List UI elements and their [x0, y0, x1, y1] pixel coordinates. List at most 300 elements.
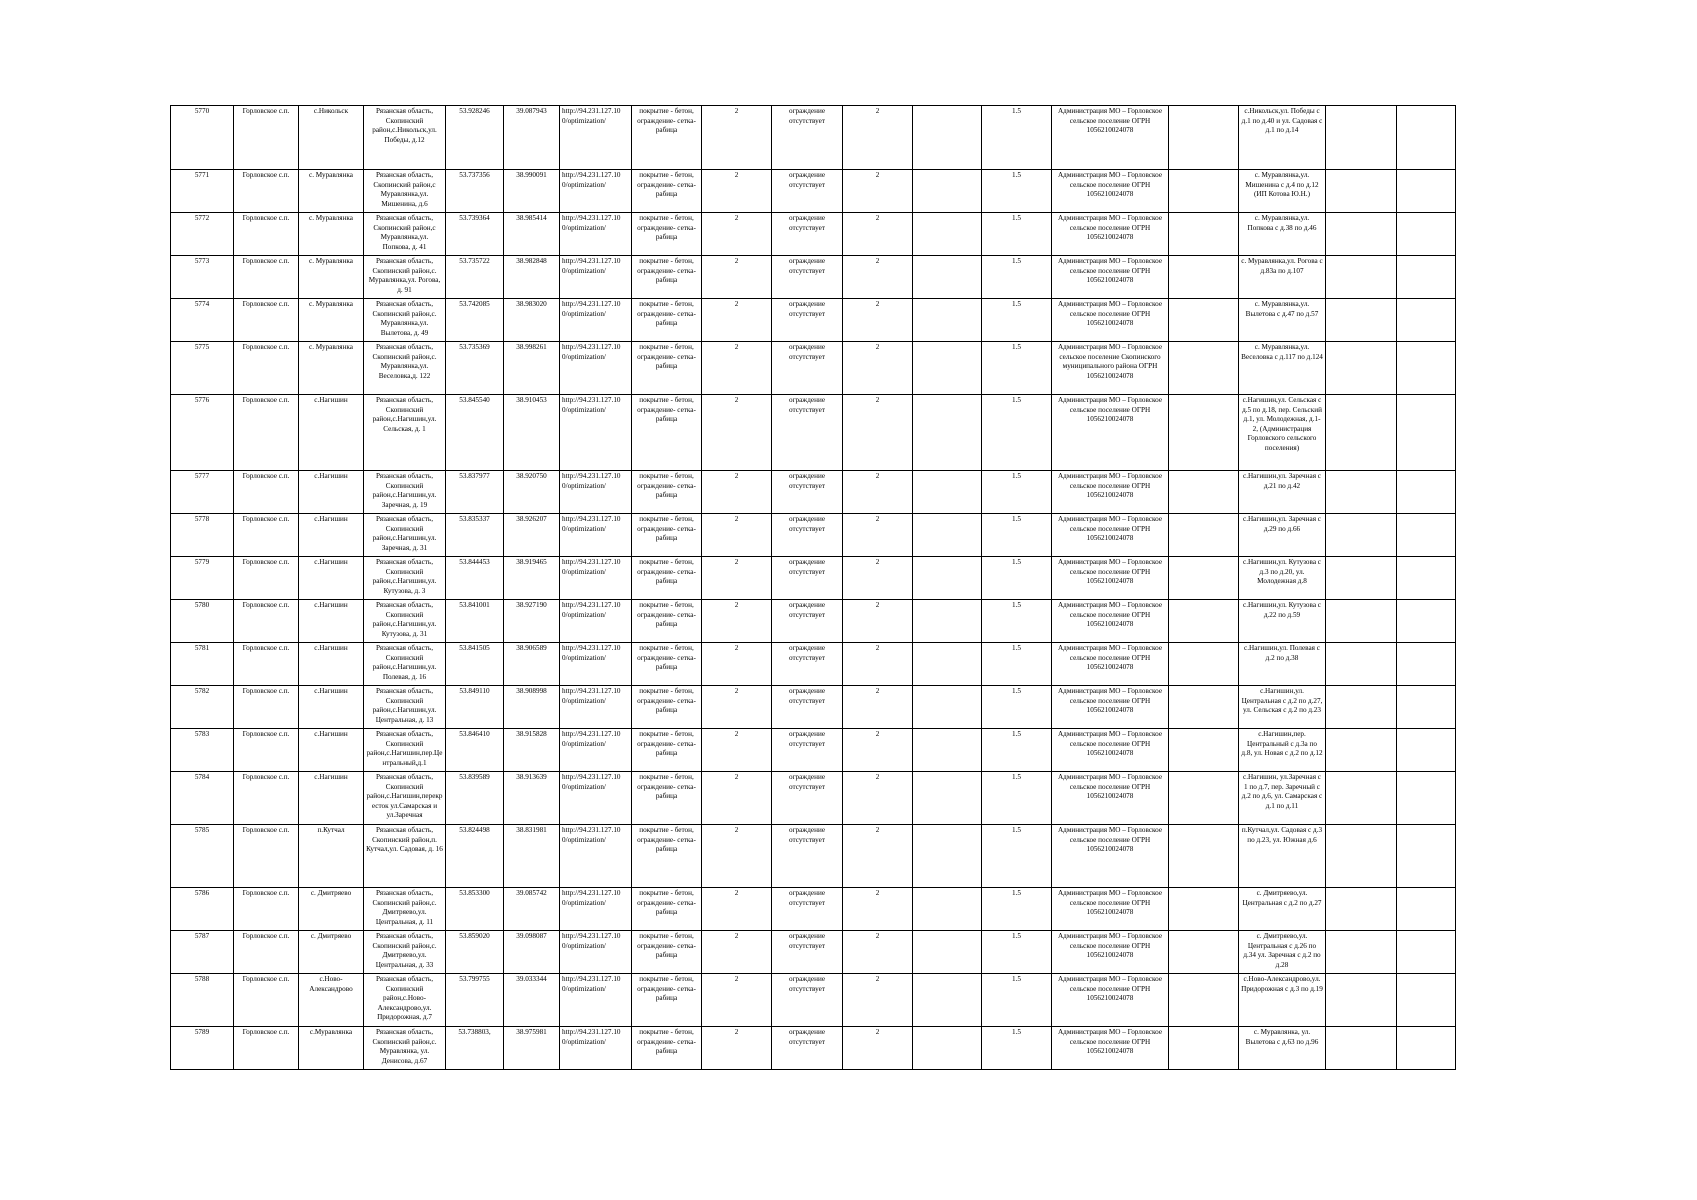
- container-volume: 1.5: [982, 931, 1052, 974]
- settlement: Горловское с.п.: [234, 974, 299, 1027]
- record-number: 5774: [171, 299, 234, 342]
- record-number: 5771: [171, 170, 234, 213]
- record-number: 5784: [171, 772, 234, 825]
- site-address: Рязанская область, Скопинский район,с. Муравлянка,ул. Веселовка,д. 122: [364, 342, 446, 395]
- longitude: 38.910453: [504, 395, 560, 471]
- latitude: 53.835337: [446, 514, 504, 557]
- table-row: [171, 888, 1456, 931]
- empty-cell: [913, 974, 982, 1027]
- site-owner: Администрация МО – Горловское сельское поселение ОГРН 1056210024078: [1052, 643, 1169, 686]
- empty-cell: [1169, 170, 1239, 213]
- surface-type: покрытие - бетон, ограждение- сетка-рабица: [632, 256, 702, 299]
- settlement: Горловское с.п.: [234, 299, 299, 342]
- site-owner: Администрация МО – Горловское сельское поселение ОГРН 1056210024078: [1052, 557, 1169, 600]
- empty-cell: [1169, 471, 1239, 514]
- container-count: 2: [843, 395, 913, 471]
- locality: с.Нагишин: [299, 643, 364, 686]
- served-area: с. Муравлянка,ул. Вылетова с д.47 по д.57: [1239, 299, 1326, 342]
- settlement: Горловское с.п.: [234, 256, 299, 299]
- longitude: 38.990091: [504, 170, 560, 213]
- container-volume: 1.5: [982, 471, 1052, 514]
- record-number: 5778: [171, 514, 234, 557]
- surface-type: покрытие - бетон, ограждение- сетка-рабица: [632, 395, 702, 471]
- container-volume: 1.5: [982, 825, 1052, 888]
- longitude: 39.033344: [504, 974, 560, 1027]
- empty-cell: [1397, 170, 1456, 213]
- record-number: 5772: [171, 213, 234, 256]
- longitude: 39.087943: [504, 106, 560, 170]
- site-owner: Администрация МО – Горловское сельское поселение ОГРН 1056210024078: [1052, 686, 1169, 729]
- container-volume: 1.5: [982, 256, 1052, 299]
- site-address: Рязанская область, Скопинский район,с.Нагишин,перекресток ул.Самарская и ул.Заречная: [364, 772, 446, 825]
- site-owner: Администрация МО – Горловское сельское поселение ОГРН 1056210024078: [1052, 729, 1169, 772]
- empty-cell: [1326, 888, 1397, 931]
- empty-cell: [1169, 686, 1239, 729]
- area-value: 2: [702, 772, 772, 825]
- site-owner: Администрация МО – Горловское сельское поселение ОГРН 1056210024078: [1052, 106, 1169, 170]
- area-value: 2: [702, 600, 772, 643]
- site-address: Рязанская область, Скопинский район,с.Никольск,ул. Победы, д.12: [364, 106, 446, 170]
- fence-status: ограждение отсутствует: [772, 931, 843, 974]
- source-link[interactable]: http://94.231.127.10 0/optimization/: [560, 825, 632, 888]
- longitude: 38.998261: [504, 342, 560, 395]
- empty-cell: [1169, 974, 1239, 1027]
- site-owner: Администрация МО – Горловское сельское поселение ОГРН 1056210024078: [1052, 395, 1169, 471]
- surface-type: покрытие - бетон, ограждение- сетка-рабица: [632, 772, 702, 825]
- locality: с. Муравлянка: [299, 170, 364, 213]
- latitude: 53.735722: [446, 256, 504, 299]
- locality: с.Никольск: [299, 106, 364, 170]
- container-count: 2: [843, 729, 913, 772]
- fence-status: ограждение отсутствует: [772, 772, 843, 825]
- latitude: 53.739364: [446, 213, 504, 256]
- empty-cell: [1169, 1027, 1239, 1070]
- surface-type: покрытие - бетон, ограждение- сетка-рабица: [632, 299, 702, 342]
- area-value: 2: [702, 395, 772, 471]
- empty-cell: [1169, 299, 1239, 342]
- latitude: 53.928246: [446, 106, 504, 170]
- container-count: 2: [843, 557, 913, 600]
- latitude: 53.735369: [446, 342, 504, 395]
- container-volume: 1.5: [982, 974, 1052, 1027]
- site-owner: Администрация МО – Горловское сельское поселение ОГРН 1056210024078: [1052, 600, 1169, 643]
- site-address: Рязанская область, Скопинский район,с.Нагишин,ул. Полевая, д. 16: [364, 643, 446, 686]
- served-area: с. Дмитряево,ул. Центральная с д.2 по д.27: [1239, 888, 1326, 931]
- container-volume: 1.5: [982, 342, 1052, 395]
- surface-type: покрытие - бетон, ограждение- сетка-рабица: [632, 471, 702, 514]
- site-owner: Администрация МО – Горловское сельское поселение ОГРН 1056210024078: [1052, 213, 1169, 256]
- served-area: с.Нагишин,ул. Заречная с д.21 по д.42: [1239, 471, 1326, 514]
- site-address: Рязанская область, Скопинский район,с. Муравлянка,ул. Вылетова, д. 49: [364, 299, 446, 342]
- fence-status: ограждение отсутствует: [772, 686, 843, 729]
- source-link[interactable]: http://94.231.127.10 0/optimization/: [560, 1027, 632, 1070]
- container-count: 2: [843, 1027, 913, 1070]
- latitude: 53.853300: [446, 888, 504, 931]
- site-owner: Администрация МО – Горловское сельское поселение ОГРН 1056210024078: [1052, 1027, 1169, 1070]
- empty-cell: [1169, 256, 1239, 299]
- surface-type: покрытие - бетон, ограждение- сетка-рабица: [632, 686, 702, 729]
- source-link[interactable]: http://94.231.127.10 0/optimization/: [560, 299, 632, 342]
- fence-status: ограждение отсутствует: [772, 1027, 843, 1070]
- site-owner: Администрация МО – Горловское сельское поселение ОГРН 1056210024078: [1052, 974, 1169, 1027]
- site-address: Рязанская область, Скопинский район,с.Нагишин,пер.Центральный,д.1: [364, 729, 446, 772]
- empty-cell: [1397, 395, 1456, 471]
- longitude: 38.919465: [504, 557, 560, 600]
- container-count: 2: [843, 106, 913, 170]
- table-row: [171, 825, 1456, 888]
- latitude: 53.849110: [446, 686, 504, 729]
- container-volume: 1.5: [982, 729, 1052, 772]
- source-link[interactable]: http://94.231.127.10 0/optimization/: [560, 106, 632, 170]
- source-link[interactable]: http://94.231.127.10 0/optimization/: [560, 342, 632, 395]
- container-volume: 1.5: [982, 772, 1052, 825]
- area-value: 2: [702, 299, 772, 342]
- area-value: 2: [702, 213, 772, 256]
- source-link[interactable]: http://94.231.127.10 0/optimization/: [560, 600, 632, 643]
- surface-type: покрытие - бетон, ограждение- сетка-рабица: [632, 974, 702, 1027]
- surface-type: покрытие - бетон, ограждение- сетка-рабица: [632, 213, 702, 256]
- served-area: с. Муравлянка, ул. Вылетова с д.63 по д.96: [1239, 1027, 1326, 1070]
- surface-type: покрытие - бетон, ограждение- сетка-рабица: [632, 643, 702, 686]
- empty-cell: [913, 514, 982, 557]
- latitude: 53.839589: [446, 772, 504, 825]
- table-row: [171, 686, 1456, 729]
- table-row: [171, 256, 1456, 299]
- table-row: [171, 974, 1456, 1027]
- site-address: Рязанская область, Скопинский район,с. Муравлянка,ул. Рогова, д. 91: [364, 256, 446, 299]
- record-number: 5781: [171, 643, 234, 686]
- settlement: Горловское с.п.: [234, 1027, 299, 1070]
- served-area: с. Муравлянка,ул. Мишенина с д.4 по д.12 (ИП Котова Ю.Н.): [1239, 170, 1326, 213]
- empty-cell: [913, 686, 982, 729]
- empty-cell: [1169, 825, 1239, 888]
- empty-cell: [913, 395, 982, 471]
- locality: с.Муравлянка: [299, 1027, 364, 1070]
- empty-cell: [913, 643, 982, 686]
- source-link[interactable]: http://94.231.127.10 0/optimization/: [560, 729, 632, 772]
- fence-status: ограждение отсутствует: [772, 170, 843, 213]
- empty-cell: [1326, 170, 1397, 213]
- empty-cell: [913, 557, 982, 600]
- settlement: Горловское с.п.: [234, 213, 299, 256]
- empty-cell: [1169, 772, 1239, 825]
- table-row: [171, 643, 1456, 686]
- site-owner: Администрация МО – Горловское сельское поселение ОГРН 1056210024078: [1052, 170, 1169, 213]
- empty-cell: [1397, 213, 1456, 256]
- site-owner: Администрация МО – Горловское сельское поселение ОГРН 1056210024078: [1052, 514, 1169, 557]
- site-address: Рязанская область, Скопинский район,с.Ново-Александрово,ул. Придорожная, д.7: [364, 974, 446, 1027]
- locality: с.Нагишин: [299, 514, 364, 557]
- empty-cell: [1169, 888, 1239, 931]
- empty-cell: [1326, 729, 1397, 772]
- site-owner: Администрация МО – Горловское сельское поселение ОГРН 1056210024078: [1052, 888, 1169, 931]
- served-area: с.Ново-Александрово,ул. Придорожная с д.3 по д.19: [1239, 974, 1326, 1027]
- source-link[interactable]: http://94.231.127.10 0/optimization/: [560, 471, 632, 514]
- empty-cell: [913, 772, 982, 825]
- empty-cell: [1326, 342, 1397, 395]
- settlement: Горловское с.п.: [234, 931, 299, 974]
- site-owner: Администрация МО – Горловское сельское поселение Скопинского муниципального района ОГРН 1056210024078: [1052, 342, 1169, 395]
- record-number: 5782: [171, 686, 234, 729]
- empty-cell: [1397, 686, 1456, 729]
- longitude: 39.085742: [504, 888, 560, 931]
- longitude: 38.927190: [504, 600, 560, 643]
- longitude: 38.926207: [504, 514, 560, 557]
- area-value: 2: [702, 686, 772, 729]
- locality: с.Нагишин: [299, 557, 364, 600]
- site-address: Рязанская область, Скопинский район,с.Нагишин,ул. Кутузова, д. 31: [364, 600, 446, 643]
- record-number: 5770: [171, 106, 234, 170]
- longitude: 38.831981: [504, 825, 560, 888]
- container-volume: 1.5: [982, 1027, 1052, 1070]
- container-count: 2: [843, 514, 913, 557]
- longitude: 38.915828: [504, 729, 560, 772]
- fence-status: ограждение отсутствует: [772, 395, 843, 471]
- source-link[interactable]: http://94.231.127.10 0/optimization/: [560, 931, 632, 974]
- served-area: с.Нагишин,ул. Заречная с д.29 по д.66: [1239, 514, 1326, 557]
- fence-status: ограждение отсутствует: [772, 471, 843, 514]
- locality: с. Муравлянка: [299, 256, 364, 299]
- empty-cell: [913, 256, 982, 299]
- source-link[interactable]: http://94.231.127.10 0/optimization/: [560, 888, 632, 931]
- site-address: Рязанская область, Скопинский район,п. Кутчал,ул. Садовая, д. 16: [364, 825, 446, 888]
- empty-cell: [913, 600, 982, 643]
- longitude: 38.908998: [504, 686, 560, 729]
- container-count: 2: [843, 772, 913, 825]
- fence-status: ограждение отсутствует: [772, 514, 843, 557]
- table-row: [171, 106, 1456, 170]
- empty-cell: [1169, 931, 1239, 974]
- locality: с.Нагишин: [299, 471, 364, 514]
- table-row: [171, 170, 1456, 213]
- table-row: [171, 514, 1456, 557]
- locality: с.Нагишин: [299, 395, 364, 471]
- empty-cell: [1397, 471, 1456, 514]
- container-volume: 1.5: [982, 686, 1052, 729]
- locality: с.Ново-Александрово: [299, 974, 364, 1027]
- latitude: 53.738803,: [446, 1027, 504, 1070]
- empty-cell: [913, 170, 982, 213]
- source-link[interactable]: http://94.231.127.10 0/optimization/: [560, 170, 632, 213]
- container-count: 2: [843, 342, 913, 395]
- settlement: Горловское с.п.: [234, 772, 299, 825]
- container-volume: 1.5: [982, 643, 1052, 686]
- locality: с.Нагишин: [299, 600, 364, 643]
- source-link[interactable]: http://94.231.127.10 0/optimization/: [560, 686, 632, 729]
- empty-cell: [1397, 974, 1456, 1027]
- fence-status: ограждение отсутствует: [772, 557, 843, 600]
- empty-cell: [913, 931, 982, 974]
- empty-cell: [1326, 514, 1397, 557]
- container-count: 2: [843, 643, 913, 686]
- served-area: с.Нагишин,ул. Центральная с д.2 по д.27, ул. Сельская с д.2 по д.23: [1239, 686, 1326, 729]
- empty-cell: [913, 471, 982, 514]
- container-count: 2: [843, 888, 913, 931]
- record-number: 5783: [171, 729, 234, 772]
- latitude: 53.841001: [446, 600, 504, 643]
- source-link[interactable]: http://94.231.127.10 0/optimization/: [560, 974, 632, 1027]
- container-count: 2: [843, 974, 913, 1027]
- empty-cell: [1326, 106, 1397, 170]
- source-link[interactable]: http://94.231.127.10 0/optimization/: [560, 395, 632, 471]
- latitude: 53.846410: [446, 729, 504, 772]
- locality: с. Муравлянка: [299, 299, 364, 342]
- source-link[interactable]: http://94.231.127.10 0/optimization/: [560, 514, 632, 557]
- fence-status: ограждение отсутствует: [772, 256, 843, 299]
- empty-cell: [1397, 342, 1456, 395]
- empty-cell: [913, 106, 982, 170]
- empty-cell: [1169, 213, 1239, 256]
- empty-cell: [1397, 931, 1456, 974]
- empty-cell: [913, 825, 982, 888]
- empty-cell: [1326, 686, 1397, 729]
- fence-status: ограждение отсутствует: [772, 600, 843, 643]
- table-row: [171, 600, 1456, 643]
- source-link[interactable]: http://94.231.127.10 0/optimization/: [560, 256, 632, 299]
- empty-cell: [1169, 600, 1239, 643]
- site-address: Рязанская область, Скопинский район,с Муравлянка,ул. Мишенина, д.6: [364, 170, 446, 213]
- empty-cell: [1326, 395, 1397, 471]
- empty-cell: [1397, 888, 1456, 931]
- site-address: Рязанская область, Скопинский район,с Муравлянка,ул. Попкова, д. 41: [364, 213, 446, 256]
- area-value: 2: [702, 931, 772, 974]
- area-value: 2: [702, 514, 772, 557]
- site-address: Рязанская область, Скопинский район,с.Нагишин,ул. Центральная, д. 13: [364, 686, 446, 729]
- fence-status: ограждение отсутствует: [772, 888, 843, 931]
- latitude: 53.824498: [446, 825, 504, 888]
- longitude: 38.982848: [504, 256, 560, 299]
- fence-status: ограждение отсутствует: [772, 299, 843, 342]
- empty-cell: [1326, 299, 1397, 342]
- fence-status: ограждение отсутствует: [772, 729, 843, 772]
- container-volume: 1.5: [982, 299, 1052, 342]
- site-owner: Администрация МО – Горловское сельское поселение ОГРН 1056210024078: [1052, 471, 1169, 514]
- served-area: с.Нагишин,ул. Кутузова с д.22 по д.59: [1239, 600, 1326, 643]
- longitude: 38.985414: [504, 213, 560, 256]
- area-value: 2: [702, 106, 772, 170]
- served-area: с.Нагишин,ул. Полевая с д.2 по д.38: [1239, 643, 1326, 686]
- site-owner: Администрация МО – Горловское сельское поселение ОГРН 1056210024078: [1052, 825, 1169, 888]
- surface-type: покрытие - бетон, ограждение- сетка-рабица: [632, 600, 702, 643]
- area-value: 2: [702, 471, 772, 514]
- area-value: 2: [702, 1027, 772, 1070]
- waste-site-registry-table: [170, 105, 1456, 1070]
- table-row: [171, 342, 1456, 395]
- empty-cell: [1397, 514, 1456, 557]
- table-row: [171, 557, 1456, 600]
- site-owner: Администрация МО – Горловское сельское поселение ОГРН 1056210024078: [1052, 256, 1169, 299]
- record-number: 5785: [171, 825, 234, 888]
- served-area: п.Кутчал,ул. Садовая с д.3 по д.23, ул. Южная д.6: [1239, 825, 1326, 888]
- settlement: Горловское с.п.: [234, 825, 299, 888]
- empty-cell: [1397, 643, 1456, 686]
- empty-cell: [1326, 256, 1397, 299]
- settlement: Горловское с.п.: [234, 395, 299, 471]
- source-link[interactable]: http://94.231.127.10 0/optimization/: [560, 772, 632, 825]
- served-area: с. Муравлянка,ул. Рогова с д.83а по д.107: [1239, 256, 1326, 299]
- empty-cell: [1169, 106, 1239, 170]
- served-area: с. Муравлянка,ул. Веселовка с д.117 по д.124: [1239, 342, 1326, 395]
- fence-status: ограждение отсутствует: [772, 342, 843, 395]
- area-value: 2: [702, 342, 772, 395]
- container-volume: 1.5: [982, 395, 1052, 471]
- settlement: Горловское с.п.: [234, 342, 299, 395]
- empty-cell: [1397, 825, 1456, 888]
- longitude: 38.906589: [504, 643, 560, 686]
- empty-cell: [1169, 342, 1239, 395]
- locality: с. Дмитряево: [299, 931, 364, 974]
- served-area: с. Дмитряево,ул. Центральная с д.26 по д.34 ул. Заречная с д.2 по д.28: [1239, 931, 1326, 974]
- container-count: 2: [843, 686, 913, 729]
- table-row: [171, 213, 1456, 256]
- surface-type: покрытие - бетон, ограждение- сетка-рабица: [632, 514, 702, 557]
- empty-cell: [1397, 557, 1456, 600]
- source-link[interactable]: http://94.231.127.10 0/optimization/: [560, 557, 632, 600]
- record-number: 5780: [171, 600, 234, 643]
- container-volume: 1.5: [982, 170, 1052, 213]
- surface-type: покрытие - бетон, ограждение- сетка-рабица: [632, 729, 702, 772]
- table-row: [171, 772, 1456, 825]
- locality: с.Нагишин: [299, 729, 364, 772]
- container-count: 2: [843, 256, 913, 299]
- site-address: Рязанская область, Скопинский район,с. Муравлянка, ул. Денисова, д.67: [364, 1027, 446, 1070]
- record-number: 5786: [171, 888, 234, 931]
- latitude: 53.859020: [446, 931, 504, 974]
- site-address: Рязанская область, Скопинский район,с. Дмитряево,ул. Центральная, д. 33: [364, 931, 446, 974]
- empty-cell: [1169, 643, 1239, 686]
- site-owner: Администрация МО – Горловское сельское поселение ОГРН 1056210024078: [1052, 299, 1169, 342]
- table-row: [171, 395, 1456, 471]
- site-address: Рязанская область, Скопинский район,с. Дмитряево,ул. Центральная, д. 11: [364, 888, 446, 931]
- container-volume: 1.5: [982, 106, 1052, 170]
- settlement: Горловское с.п.: [234, 514, 299, 557]
- record-number: 5775: [171, 342, 234, 395]
- surface-type: покрытие - бетон, ограждение- сетка-рабица: [632, 825, 702, 888]
- surface-type: покрытие - бетон, ограждение- сетка-рабица: [632, 106, 702, 170]
- empty-cell: [1326, 825, 1397, 888]
- record-number: 5787: [171, 931, 234, 974]
- settlement: Горловское с.п.: [234, 729, 299, 772]
- site-owner: Администрация МО – Горловское сельское поселение ОГРН 1056210024078: [1052, 772, 1169, 825]
- empty-cell: [1397, 299, 1456, 342]
- empty-cell: [1326, 931, 1397, 974]
- locality: с. Дмитряево: [299, 888, 364, 931]
- empty-cell: [1169, 729, 1239, 772]
- settlement: Горловское с.п.: [234, 471, 299, 514]
- record-number: 5788: [171, 974, 234, 1027]
- served-area: с. Муравлянка,ул. Попкова с д.38 по д.46: [1239, 213, 1326, 256]
- served-area: с.Нагишин,ул. Сельская с д.5 по д.18, пер. Сельский д.1, ул. Молодежная, д.1-2, (Администрация Горловского сельского поселения): [1239, 395, 1326, 471]
- fence-status: ограждение отсутствует: [772, 643, 843, 686]
- area-value: 2: [702, 170, 772, 213]
- record-number: 5773: [171, 256, 234, 299]
- settlement: Горловское с.п.: [234, 557, 299, 600]
- surface-type: покрытие - бетон, ограждение- сетка-рабица: [632, 557, 702, 600]
- longitude: 38.975981: [504, 1027, 560, 1070]
- source-link[interactable]: http://94.231.127.10 0/optimization/: [560, 213, 632, 256]
- container-count: 2: [843, 170, 913, 213]
- settlement: Горловское с.п.: [234, 686, 299, 729]
- site-owner: Администрация МО – Горловское сельское поселение ОГРН 1056210024078: [1052, 931, 1169, 974]
- area-value: 2: [702, 256, 772, 299]
- settlement: Горловское с.п.: [234, 643, 299, 686]
- empty-cell: [1397, 106, 1456, 170]
- registry-page: [170, 105, 1456, 1070]
- surface-type: покрытие - бетон, ограждение- сетка-рабица: [632, 1027, 702, 1070]
- source-link[interactable]: http://94.231.127.10 0/optimization/: [560, 643, 632, 686]
- table-row: [171, 471, 1456, 514]
- fence-status: ограждение отсутствует: [772, 106, 843, 170]
